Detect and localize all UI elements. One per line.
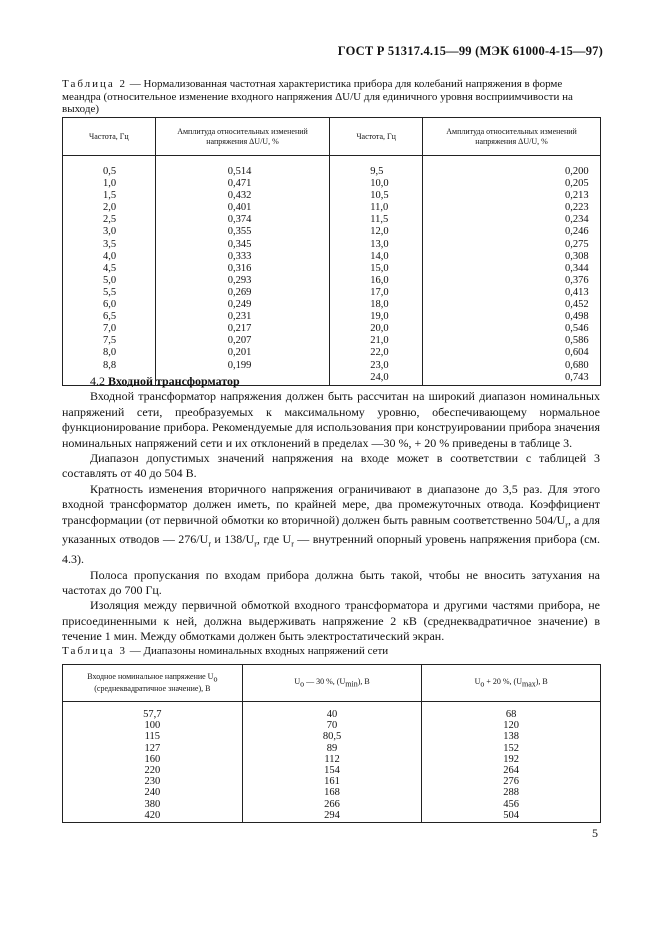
t3-h1-sub: o: [213, 674, 218, 684]
table2-freq-cell: 24,0: [330, 372, 423, 386]
table3-row: [63, 799, 601, 810]
table3-caption: [62, 645, 602, 658]
paragraph-5: Изоляция между первичной обмоткой входного трансформатора и другими частями прибора, не присоединенными к ней, должна выдерживать напряжение 2 кВ (среднеквадратичное значение) в течение 1 мин. Между обмотками должен быть электростатический экран.: [62, 598, 600, 644]
table2-amp-cell: 0,498: [423, 311, 601, 323]
table2-amp-cell: 0,316: [155, 263, 330, 275]
t3-h3-c: ), В: [535, 676, 548, 686]
table3-nominal-cell: 220: [63, 765, 243, 776]
ratio-text-3: и 138/U: [210, 532, 255, 547]
table2-amp-cell: 0,333: [155, 251, 330, 263]
t3-h3-sub2: max: [521, 679, 536, 689]
t3-h3-sub: o: [480, 679, 485, 689]
table2-amp-cell: 0,604: [423, 347, 601, 359]
table3-min-cell: 89: [242, 743, 422, 754]
table2-row: [63, 190, 601, 202]
t3-h2-c: ), В: [357, 676, 370, 686]
table3-max-cell: 264: [422, 765, 601, 776]
table3-nominal-cell: 115: [63, 731, 243, 742]
table2-freq-cell: 1,5: [63, 190, 156, 202]
table3-max-cell: 288: [422, 787, 601, 798]
table2-header-freq-1: Частота, Гц: [63, 118, 156, 156]
table2-freq-cell: 6,5: [63, 311, 156, 323]
section-number: 4.2: [90, 374, 105, 388]
table2-amp-cell: 0,207: [155, 335, 330, 347]
section-heading: [62, 374, 600, 389]
table2-amp-cell: 0,376: [423, 275, 601, 287]
table2-caption: [62, 78, 602, 116]
table2-row: [63, 156, 601, 179]
sub-r-4: r: [291, 539, 294, 549]
table2-amp-cell: 0,452: [423, 299, 601, 311]
table2-amp-cell: 0,234: [423, 214, 601, 226]
table2-freq-cell: 8,0: [63, 347, 156, 359]
table2-row: [63, 335, 601, 347]
table2-freq-cell: 8,8: [63, 360, 156, 372]
table2-row: [63, 178, 601, 190]
table3-min-cell: 168: [242, 787, 422, 798]
table2-amp-cell: 0,432: [155, 190, 330, 202]
table2-freq-cell: 7,5: [63, 335, 156, 347]
table3-min-cell: 112: [242, 754, 422, 765]
table3-row: [63, 776, 601, 787]
table2-freq-cell: 13,0: [330, 239, 423, 251]
table2-freq-cell: 14,0: [330, 251, 423, 263]
table3-row: [63, 765, 601, 776]
table3-max-cell: 138: [422, 731, 601, 742]
ratio-text-5: — внутренний опорный уровень напряжения прибора (см. 4.3).: [62, 532, 600, 567]
table3-label: Таблица 3: [62, 645, 128, 657]
table2-freq-cell: 4,5: [63, 263, 156, 275]
table2-amp-cell: 0,514: [155, 156, 330, 179]
table2-freq-cell: 0,5: [63, 156, 156, 179]
table2-label: Таблица 2: [62, 78, 128, 90]
table3-row: [63, 810, 601, 823]
t3-h3-a: U: [474, 676, 481, 686]
table2-freq-cell: 3,0: [63, 226, 156, 238]
table2-freq-cell: 17,0: [330, 287, 423, 299]
ratio-text-2: , а для указанных отводов — 276/U: [62, 512, 600, 547]
table2-amp-cell: 0,374: [155, 214, 330, 226]
table3-max-cell: 504: [422, 810, 601, 823]
table2-freq-cell: 9,5: [330, 156, 423, 179]
document-header: ГОСТ Р 51317.4.15—99 (МЭК 61000-4-15—97): [337, 44, 603, 58]
table2-amp-cell: 0,269: [155, 287, 330, 299]
table3-min-cell: 266: [242, 799, 422, 810]
table2-amp-cell: 0,345: [155, 239, 330, 251]
table2-header-amp-1: Амплитуда относительных изменений напряжения ΔU/U, %: [155, 118, 330, 156]
table2-amp-cell: 0,308: [423, 251, 601, 263]
table3-min-cell: 70: [242, 720, 422, 731]
table2-freq-cell: 11,0: [330, 202, 423, 214]
section-title: Входной трансформатор: [108, 374, 240, 388]
table2-row: [63, 360, 601, 372]
table2-amp-cell: 0,217: [155, 323, 330, 335]
table2-freq-cell: 15,0: [330, 263, 423, 275]
paragraph-3: [62, 482, 600, 568]
table2-freq-cell: 6,0: [63, 299, 156, 311]
table2-row: [63, 275, 601, 287]
table2-freq-cell: 1,0: [63, 178, 156, 190]
table2-freq-cell: 16,0: [330, 275, 423, 287]
table3-nominal-cell: 160: [63, 754, 243, 765]
table3-nominal-cell: 127: [63, 743, 243, 754]
table2-freq-cell: 5,0: [63, 275, 156, 287]
table2-freq-cell: 23,0: [330, 360, 423, 372]
table3-max-cell: 276: [422, 776, 601, 787]
table2-caption-text: — Нормализованная частотная характеристика прибора для колебаний напряжения в форме меандра (относительное изменение входного напряжения ΔU/U для единичного уровня восприимчивости на выходе): [62, 78, 573, 115]
table3-nominal-cell: 420: [63, 810, 243, 823]
ratio-text-1: Кратность изменения вторичного напряжения ограничивают в диапазоне до 3,5 раз. Для этого входной трансформатор должен иметь, по крайней мере, два промежуточных отвода. Коэффициент трансформации (от первичной обмотки ко вторичной) должен быть равным соответственно 504/U: [62, 481, 600, 527]
t3-h2-a: U: [294, 676, 301, 686]
table3-caption-text: — Диапазоны номинальных входных напряжений сети: [127, 645, 389, 657]
table3-row: [63, 720, 601, 731]
table2-amp-cell: 0,201: [155, 347, 330, 359]
table2-amp-cell: 0,200: [423, 156, 601, 179]
table3-max-cell: 456: [422, 799, 601, 810]
page-number: 5: [592, 826, 598, 840]
t3-h1-text: Входное номинальное напряжение U: [87, 671, 214, 681]
table2-row: [63, 299, 601, 311]
table2-freq-cell: 19,0: [330, 311, 423, 323]
table2-freq-cell: 21,0: [330, 335, 423, 347]
table2-row: [63, 251, 601, 263]
table2-amp-cell: 0,546: [423, 323, 601, 335]
table3-nominal-cell: 230: [63, 776, 243, 787]
table2-freq-cell: 2,5: [63, 214, 156, 226]
table2-freq-cell: 12,0: [330, 226, 423, 238]
table2-freq-cell: 3,5: [63, 239, 156, 251]
table2-row: [63, 226, 601, 238]
section-4-2: [62, 374, 600, 645]
table3-header-min: [242, 665, 422, 702]
table3-row: [63, 754, 601, 765]
table2-freq-cell: 20,0: [330, 323, 423, 335]
t3-h2-sub2: min: [345, 679, 358, 689]
table3-row: [63, 702, 601, 721]
table2-amp-cell: 0,205: [423, 178, 601, 190]
table3-body: [63, 702, 601, 823]
t3-h3-b: + 20 %, (U: [484, 676, 522, 686]
table2-amp-cell: 0,743: [423, 372, 601, 386]
table2-amp-cell: 0,471: [155, 178, 330, 190]
table2-amp-cell: 0,223: [423, 202, 601, 214]
ratio-text-4: , где U: [256, 532, 292, 547]
table2-amp-cell: 0,293: [155, 275, 330, 287]
table2-header-amp-2: Амплитуда относительных изменений напряжения ΔU/U, %: [423, 118, 601, 156]
table2-amp-cell: 0,344: [423, 263, 601, 275]
table2-body: [63, 156, 601, 386]
table3-min-cell: 294: [242, 810, 422, 823]
table3-nominal-cell: 100: [63, 720, 243, 731]
table2-row: [63, 263, 601, 275]
table2-freq-cell: 5,5: [63, 287, 156, 299]
table3-min-cell: 80,5: [242, 731, 422, 742]
sub-r-1: r: [565, 520, 568, 530]
table2-amp-cell: 0,680: [423, 360, 601, 372]
table2-row: [63, 287, 601, 299]
table2-amp-cell: 0,275: [423, 239, 601, 251]
table2-row: [63, 202, 601, 214]
table3: [62, 664, 601, 823]
table2-freq-cell: 2,0: [63, 202, 156, 214]
table2-row: [63, 239, 601, 251]
table3-row: [63, 731, 601, 742]
table2-amp-cell: 0,586: [423, 335, 601, 347]
paragraph-4: Полоса пропускания по входам прибора должна быть такой, чтобы не вносить затухания на частотах до 700 Гц.: [62, 567, 600, 598]
table2-amp-cell: 0,413: [423, 287, 601, 299]
table2-amp-cell: 0,355: [155, 226, 330, 238]
table3-max-cell: 68: [422, 702, 601, 721]
table2-freq-cell: 18,0: [330, 299, 423, 311]
table3-row: [63, 787, 601, 798]
table2-row: [63, 323, 601, 335]
table2-amp-cell: 0,231: [155, 311, 330, 323]
table2-amp-cell: 0,213: [423, 190, 601, 202]
table2-freq-cell: 22,0: [330, 347, 423, 359]
table3-nominal-cell: 240: [63, 787, 243, 798]
table3-min-cell: 154: [242, 765, 422, 776]
table2-freq-cell: 11,5: [330, 214, 423, 226]
table3-header-nominal: [63, 665, 243, 702]
table3-nominal-cell: 57,7: [63, 702, 243, 721]
table3-max-cell: 120: [422, 720, 601, 731]
table3-max-cell: 192: [422, 754, 601, 765]
table3-min-cell: 40: [242, 702, 422, 721]
paragraph-1: Входной трансформатор напряжения должен быть рассчитан на широкий диапазон номинальных напряжений сети, преобразуемых к максимальному уровню, обеспечивающему нормальное функционирование прибора. Рекомендуемые для использования при конструировании прибора значения номинальных напряжений сети и их отклонений в пределах —30 %, + 20 % приведены в таблице 3.: [62, 389, 600, 450]
table2-freq-cell: 10,0: [330, 178, 423, 190]
t3-h2-sub: o: [300, 679, 305, 689]
table3-min-cell: 161: [242, 776, 422, 787]
table2-amp-cell: 0,199: [155, 360, 330, 372]
table2-amp-cell: 0,249: [155, 299, 330, 311]
paragraph-2: Диапазон допустимых значений напряжения на входе может в соответствии с таблицей 3 составлять от 40 до 504 В.: [62, 451, 600, 481]
table2-freq-cell: 10,5: [330, 190, 423, 202]
table3-header-max: [422, 665, 601, 702]
t3-h2-b: — 30 %, (U: [304, 676, 346, 686]
sub-r-3: r: [254, 539, 257, 549]
table2-header-freq-2: Частота, Гц: [330, 118, 423, 156]
table3-nominal-cell: 380: [63, 799, 243, 810]
table3-max-cell: 152: [422, 743, 601, 754]
table3-row: [63, 743, 601, 754]
table2-row: [63, 347, 601, 359]
table2-freq-cell: 4,0: [63, 251, 156, 263]
table2-amp-cell: 0,401: [155, 202, 330, 214]
t3-h1-text-2: (среднеквадратичное значение), В: [94, 684, 211, 694]
table2-amp-cell: 0,246: [423, 226, 601, 238]
table2-freq-cell: 7,0: [63, 323, 156, 335]
sub-r-2: r: [208, 539, 211, 549]
table2-row: [63, 214, 601, 226]
table2: [62, 117, 601, 386]
table2-row: [63, 311, 601, 323]
